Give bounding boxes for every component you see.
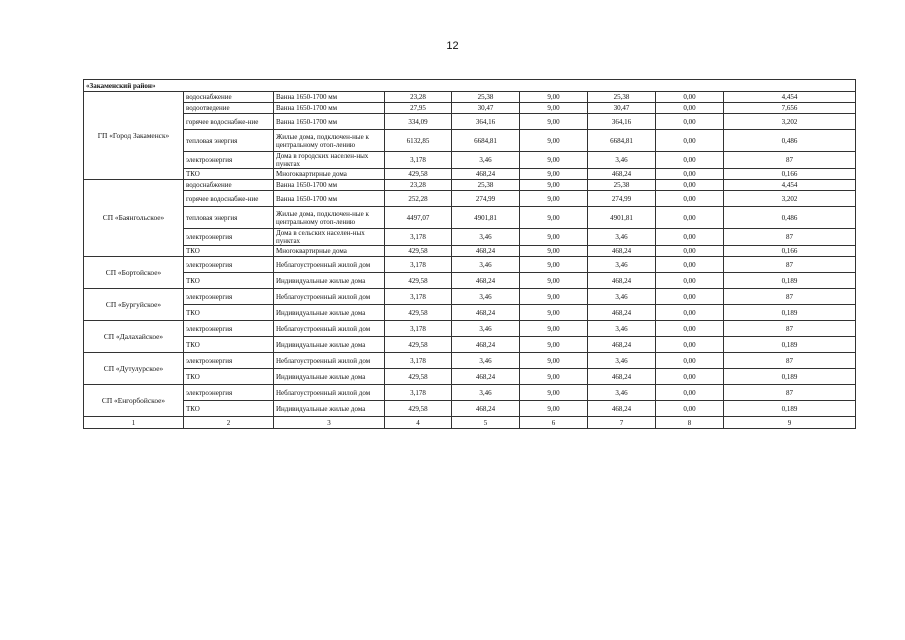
- consumer-cell: Ванна 1650-1700 мм: [274, 180, 385, 191]
- value-cell-col5: 6684,81: [452, 130, 520, 152]
- resource-cell: электроэнергия: [184, 321, 274, 337]
- column-number-cell: 4: [385, 417, 452, 429]
- resource-cell: горячее водоснабже-ние: [184, 114, 274, 130]
- section-header-row: [84, 80, 856, 92]
- column-number-cell: 7: [588, 417, 656, 429]
- column-number-cell: 3: [274, 417, 385, 429]
- resource-cell: электроэнергия: [184, 385, 274, 401]
- resource-cell: тепловая энергия: [184, 130, 274, 152]
- value-cell-col9: 87: [724, 321, 856, 337]
- consumer-cell: Неблагоустроенный жилой дом: [274, 289, 385, 305]
- value-cell-col5: 468,24: [452, 305, 520, 321]
- consumer-cell: Ванна 1650-1700 мм: [274, 191, 385, 207]
- resource-cell: электроэнергия: [184, 257, 274, 273]
- section-title: «Закаменский район»: [84, 80, 856, 92]
- resource-cell: ТКО: [184, 337, 274, 353]
- consumer-cell: Индивидуальные жилые дома: [274, 369, 385, 385]
- resource-cell: электроэнергия: [184, 353, 274, 369]
- value-cell-col5: 3,46: [452, 385, 520, 401]
- value-cell-col8: 0,00: [656, 257, 724, 273]
- value-cell-col4: 429,58: [385, 369, 452, 385]
- value-cell-col6: 9,00: [520, 353, 588, 369]
- value-cell-col8: 0,00: [656, 114, 724, 130]
- column-number-row: [84, 417, 856, 429]
- table-row: [84, 369, 856, 385]
- value-cell-col9: 4,454: [724, 180, 856, 191]
- value-cell-col8: 0,00: [656, 229, 724, 246]
- value-cell-col4: 3,178: [385, 289, 452, 305]
- value-cell-col7: 25,38: [588, 92, 656, 103]
- consumer-cell: Неблагоустроенный жилой дом: [274, 353, 385, 369]
- value-cell-col7: 3,46: [588, 289, 656, 305]
- page-number: 12: [446, 40, 459, 52]
- value-cell-col7: 468,24: [588, 337, 656, 353]
- value-cell-col7: 468,24: [588, 273, 656, 289]
- value-cell-col9: 0,166: [724, 246, 856, 257]
- value-cell-col8: 0,00: [656, 92, 724, 103]
- value-cell-col5: 364,16: [452, 114, 520, 130]
- value-cell-col8: 0,00: [656, 180, 724, 191]
- value-cell-col6: 9,00: [520, 191, 588, 207]
- value-cell-col8: 0,00: [656, 385, 724, 401]
- consumer-cell: Неблагоустроенный жилой дом: [274, 321, 385, 337]
- value-cell-col6: 9,00: [520, 169, 588, 180]
- table-row: [84, 289, 856, 305]
- consumer-cell: Индивидуальные жилые дома: [274, 337, 385, 353]
- value-cell-col7: 4901,81: [588, 207, 656, 229]
- value-cell-col5: 468,24: [452, 169, 520, 180]
- table-row: [84, 114, 856, 130]
- consumer-cell: Многоквартирные дома: [274, 169, 385, 180]
- value-cell-col5: 468,24: [452, 369, 520, 385]
- value-cell-col8: 0,00: [656, 191, 724, 207]
- column-number-cell: 6: [520, 417, 588, 429]
- value-cell-col5: 30,47: [452, 103, 520, 114]
- value-cell-col4: 429,58: [385, 401, 452, 417]
- value-cell-col6: 9,00: [520, 401, 588, 417]
- settlement-name: СП «Енгорбойское»: [84, 385, 184, 417]
- consumer-cell: Ванна 1650-1700 мм: [274, 92, 385, 103]
- value-cell-col7: 3,46: [588, 152, 656, 169]
- consumer-cell: Индивидуальные жилые дома: [274, 401, 385, 417]
- consumer-cell: Жилые дома, подключен-ные к центральному отоп-лению: [274, 207, 385, 229]
- value-cell-col4: 23,28: [385, 92, 452, 103]
- value-cell-col6: 9,00: [520, 289, 588, 305]
- settlement-name: СП «Баянгольское»: [84, 180, 184, 257]
- table-row: [84, 246, 856, 257]
- value-cell-col6: 9,00: [520, 305, 588, 321]
- value-cell-col9: 0,189: [724, 305, 856, 321]
- consumer-cell: Ванна 1650-1700 мм: [274, 114, 385, 130]
- resource-cell: горячее водоснабже-ние: [184, 191, 274, 207]
- table-row: [84, 401, 856, 417]
- table-row: [84, 180, 856, 191]
- value-cell-col4: 429,58: [385, 305, 452, 321]
- value-cell-col5: 468,24: [452, 246, 520, 257]
- value-cell-col7: 3,46: [588, 353, 656, 369]
- settlement-name: СП «Дутулурское»: [84, 353, 184, 385]
- table-row: [84, 169, 856, 180]
- value-cell-col8: 0,00: [656, 169, 724, 180]
- value-cell-col8: 0,00: [656, 353, 724, 369]
- table-row: [84, 229, 856, 246]
- value-cell-col4: 334,09: [385, 114, 452, 130]
- table-row: [84, 92, 856, 103]
- value-cell-col7: 468,24: [588, 246, 656, 257]
- value-cell-col9: 87: [724, 385, 856, 401]
- table-row: [84, 257, 856, 273]
- value-cell-col4: 4497,07: [385, 207, 452, 229]
- value-cell-col5: 25,38: [452, 92, 520, 103]
- value-cell-col6: 9,00: [520, 257, 588, 273]
- value-cell-col5: 468,24: [452, 273, 520, 289]
- value-cell-col8: 0,00: [656, 337, 724, 353]
- table-row: [84, 191, 856, 207]
- value-cell-col8: 0,00: [656, 401, 724, 417]
- table-row: [84, 337, 856, 353]
- value-cell-col4: 27,95: [385, 103, 452, 114]
- resource-cell: тепловая энергия: [184, 207, 274, 229]
- resource-cell: ТКО: [184, 246, 274, 257]
- value-cell-col5: 3,46: [452, 321, 520, 337]
- value-cell-col8: 0,00: [656, 130, 724, 152]
- value-cell-col8: 0,00: [656, 321, 724, 337]
- table-row: [84, 321, 856, 337]
- value-cell-col8: 0,00: [656, 305, 724, 321]
- value-cell-col5: 3,46: [452, 152, 520, 169]
- consumer-cell: Ванна 1650-1700 мм: [274, 103, 385, 114]
- value-cell-col6: 9,00: [520, 273, 588, 289]
- value-cell-col5: 468,24: [452, 337, 520, 353]
- tariff-table: [83, 79, 856, 429]
- value-cell-col9: 3,202: [724, 114, 856, 130]
- value-cell-col4: 429,58: [385, 246, 452, 257]
- value-cell-col4: 23,28: [385, 180, 452, 191]
- table-row: [84, 273, 856, 289]
- value-cell-col4: 429,58: [385, 169, 452, 180]
- value-cell-col9: 87: [724, 152, 856, 169]
- resource-cell: водоснабжение: [184, 92, 274, 103]
- value-cell-col7: 468,24: [588, 169, 656, 180]
- value-cell-col9: 0,486: [724, 130, 856, 152]
- consumer-cell: Дома в городских населен-ных пунктах: [274, 152, 385, 169]
- value-cell-col5: 468,24: [452, 401, 520, 417]
- resource-cell: ТКО: [184, 369, 274, 385]
- settlement-name: ГП «Город Закаменск»: [84, 92, 184, 180]
- value-cell-col7: 468,24: [588, 369, 656, 385]
- value-cell-col6: 9,00: [520, 246, 588, 257]
- value-cell-col7: 3,46: [588, 321, 656, 337]
- value-cell-col7: 30,47: [588, 103, 656, 114]
- value-cell-col4: 6132,85: [385, 130, 452, 152]
- value-cell-col9: 3,202: [724, 191, 856, 207]
- consumer-cell: Жилые дома, подключен-ные к центральному отоп-лению: [274, 130, 385, 152]
- resource-cell: ТКО: [184, 273, 274, 289]
- value-cell-col4: 429,58: [385, 337, 452, 353]
- consumer-cell: Индивидуальные жилые дома: [274, 305, 385, 321]
- value-cell-col6: 9,00: [520, 103, 588, 114]
- value-cell-col6: 9,00: [520, 114, 588, 130]
- value-cell-col7: 274,99: [588, 191, 656, 207]
- resource-cell: водоснабжение: [184, 180, 274, 191]
- value-cell-col4: 3,178: [385, 353, 452, 369]
- value-cell-col4: 3,178: [385, 321, 452, 337]
- value-cell-col5: 3,46: [452, 289, 520, 305]
- consumer-cell: Неблагоустроенный жилой дом: [274, 257, 385, 273]
- value-cell-col9: 0,486: [724, 207, 856, 229]
- value-cell-col9: 87: [724, 289, 856, 305]
- table-row: [84, 385, 856, 401]
- resource-cell: электроэнергия: [184, 229, 274, 246]
- value-cell-col7: 468,24: [588, 401, 656, 417]
- column-number-cell: 1: [84, 417, 184, 429]
- table-row: [84, 353, 856, 369]
- value-cell-col6: 9,00: [520, 369, 588, 385]
- value-cell-col6: 9,00: [520, 229, 588, 246]
- settlement-name: СП «Далахайское»: [84, 321, 184, 353]
- value-cell-col4: 429,58: [385, 273, 452, 289]
- consumer-cell: Дома в сельских населен-ных пунктах: [274, 229, 385, 246]
- table-row: [84, 207, 856, 229]
- value-cell-col9: 87: [724, 353, 856, 369]
- resource-cell: электроэнергия: [184, 289, 274, 305]
- resource-cell: ТКО: [184, 401, 274, 417]
- value-cell-col9: 0,189: [724, 369, 856, 385]
- column-number-cell: 2: [184, 417, 274, 429]
- value-cell-col6: 9,00: [520, 152, 588, 169]
- value-cell-col6: 9,00: [520, 385, 588, 401]
- table-row: [84, 103, 856, 114]
- value-cell-col7: 3,46: [588, 229, 656, 246]
- resource-cell: водоотведение: [184, 103, 274, 114]
- value-cell-col7: 364,16: [588, 114, 656, 130]
- value-cell-col4: 252,28: [385, 191, 452, 207]
- column-number-cell: 9: [724, 417, 856, 429]
- value-cell-col4: 3,178: [385, 257, 452, 273]
- value-cell-col5: 274,99: [452, 191, 520, 207]
- table-row: [84, 130, 856, 152]
- value-cell-col9: 0,189: [724, 273, 856, 289]
- consumer-cell: Неблагоустроенный жилой дом: [274, 385, 385, 401]
- value-cell-col9: 7,656: [724, 103, 856, 114]
- value-cell-col9: 87: [724, 229, 856, 246]
- value-cell-col7: 6684,81: [588, 130, 656, 152]
- resource-cell: ТКО: [184, 169, 274, 180]
- value-cell-col4: 3,178: [385, 229, 452, 246]
- value-cell-col9: 0,166: [724, 169, 856, 180]
- value-cell-col4: 3,178: [385, 152, 452, 169]
- value-cell-col8: 0,00: [656, 207, 724, 229]
- value-cell-col7: 25,38: [588, 180, 656, 191]
- value-cell-col5: 3,46: [452, 257, 520, 273]
- column-number-cell: 5: [452, 417, 520, 429]
- column-number-cell: 8: [656, 417, 724, 429]
- value-cell-col8: 0,00: [656, 246, 724, 257]
- value-cell-col5: 3,46: [452, 229, 520, 246]
- value-cell-col8: 0,00: [656, 152, 724, 169]
- value-cell-col6: 9,00: [520, 180, 588, 191]
- value-cell-col9: 0,189: [724, 337, 856, 353]
- resource-cell: ТКО: [184, 305, 274, 321]
- table-row: [84, 152, 856, 169]
- value-cell-col8: 0,00: [656, 273, 724, 289]
- consumer-cell: Многоквартирные дома: [274, 246, 385, 257]
- settlement-name: СП «Бургуйское»: [84, 289, 184, 321]
- value-cell-col6: 9,00: [520, 337, 588, 353]
- value-cell-col7: 3,46: [588, 257, 656, 273]
- value-cell-col8: 0,00: [656, 103, 724, 114]
- value-cell-col8: 0,00: [656, 369, 724, 385]
- value-cell-col5: 4901,81: [452, 207, 520, 229]
- value-cell-col5: 25,38: [452, 180, 520, 191]
- consumer-cell: Индивидуальные жилые дома: [274, 273, 385, 289]
- value-cell-col6: 9,00: [520, 92, 588, 103]
- value-cell-col9: 4,454: [724, 92, 856, 103]
- value-cell-col9: 0,189: [724, 401, 856, 417]
- value-cell-col7: 468,24: [588, 305, 656, 321]
- value-cell-col6: 9,00: [520, 321, 588, 337]
- value-cell-col8: 0,00: [656, 289, 724, 305]
- value-cell-col4: 3,178: [385, 385, 452, 401]
- value-cell-col7: 3,46: [588, 385, 656, 401]
- table-row: [84, 305, 856, 321]
- value-cell-col6: 9,00: [520, 207, 588, 229]
- value-cell-col6: 9,00: [520, 130, 588, 152]
- value-cell-col5: 3,46: [452, 353, 520, 369]
- settlement-name: СП «Бортойское»: [84, 257, 184, 289]
- value-cell-col9: 87: [724, 257, 856, 273]
- resource-cell: электроэнергия: [184, 152, 274, 169]
